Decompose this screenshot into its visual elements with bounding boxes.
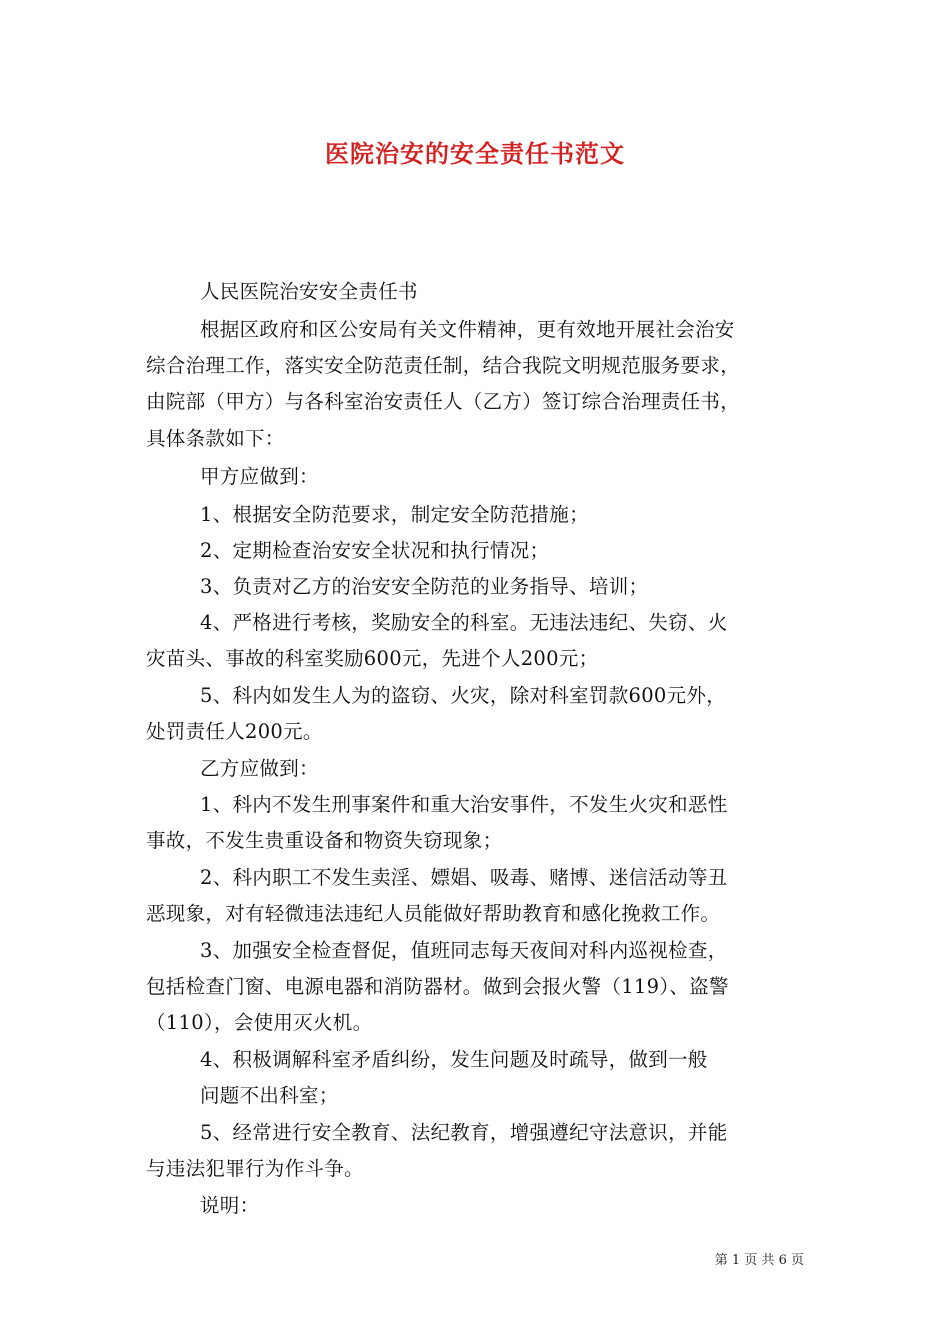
text-line: 甲方应做到： [200, 465, 319, 488]
text-line: 人民医院治安安全责任书 [200, 280, 418, 303]
page-indicator: 第 1 页 共 6 页 [714, 1253, 804, 1268]
text-line: 3、负责对乙方的治安安全防范的业务指导、培训； [200, 575, 649, 598]
text-line: （110），会使用灭火机。 [146, 1011, 373, 1034]
text-line: 与违法犯罪行为作斗争。 [146, 1157, 364, 1180]
text-line: 包括检查门窗、电源电器和消防器材。做到会报火警（119）、盗警 [146, 975, 729, 998]
text-line: 灾苗头、事故的科室奖励600元，先进个人200元； [146, 647, 599, 670]
text-line: 处罚责任人200元。 [146, 720, 323, 743]
text-line: 问题不出科室； [200, 1084, 339, 1107]
text-line: 1、根据安全防范要求，制定安全防范措施； [200, 503, 589, 526]
text-line: 乙方应做到： [200, 757, 319, 780]
text-line: 恶现象，对有轻微违法违纪人员能做好帮助教育和感化挽救工作。 [146, 902, 721, 925]
text-line: 由院部（甲方）与各科室治安责任人（乙方）签订综合治理责任书， [146, 390, 741, 413]
text-line: 3、加强安全检查督促，值班同志每天夜间对科内巡视检查， [200, 939, 728, 962]
text-line: 具体条款如下： [146, 427, 285, 450]
text-line: 4、积极调解科室矛盾纠纷，发生问题及时疏导，做到一般 [200, 1048, 708, 1071]
text-line: 事故，不发生贵重设备和物资失窃现象； [146, 829, 503, 852]
document-title: 医院治安的安全责任书范文 [325, 139, 625, 168]
text-line: 2、科内职工不发生卖淫、嫖娼、吸毒、赌博、迷信活动等丑 [200, 866, 728, 889]
text-line: 5、经常进行安全教育、法纪教育，增强遵纪守法意识，并能 [200, 1121, 728, 1144]
text-line: 说明： [200, 1194, 260, 1217]
text-line: 5、科内如发生人为的盗窃、火灾，除对科室罚款600元外， [200, 684, 727, 707]
text-line: 综合治理工作，落实安全防范责任制，结合我院文明规范服务要求， [146, 354, 741, 377]
text-line: 4、严格进行考核，奖励安全的科室。无违法违纪、失窃、火 [200, 611, 728, 634]
text-line: 根据区政府和区公安局有关文件精神，更有效地开展社会治安 [200, 318, 735, 341]
text-line: 2、定期检查治安安全状况和执行情况； [200, 539, 550, 562]
text-line: 1、科内不发生刑事案件和重大治安事件，不发生火灾和恶性 [200, 793, 728, 816]
